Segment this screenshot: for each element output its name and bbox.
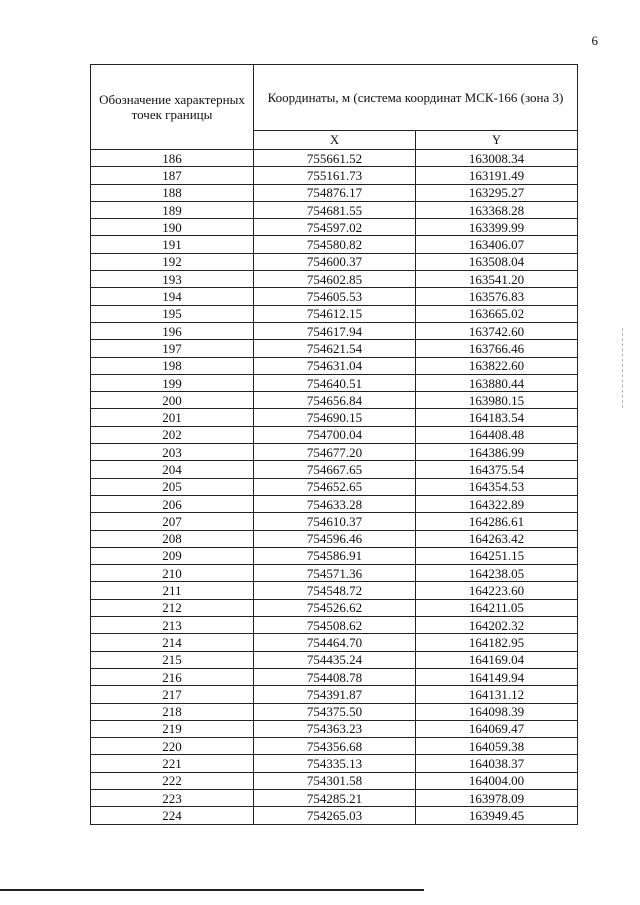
table-row	[91, 478, 578, 495]
x-coordinate-cell: 754667.65	[254, 461, 416, 478]
x-coordinate-cell: 754580.82	[254, 236, 416, 253]
point-number-cell: 195	[91, 305, 254, 322]
x-coordinate-cell: 754265.03	[254, 807, 416, 824]
point-number-cell: 219	[91, 720, 254, 737]
header-point-designation: Обозначение характерных точек границы	[91, 65, 254, 150]
point-number-cell: 224	[91, 807, 254, 824]
y-coordinate-cell: 164386.99	[416, 444, 578, 461]
table-row	[91, 236, 578, 253]
point-number-cell: 223	[91, 789, 254, 806]
x-coordinate-cell: 754600.37	[254, 253, 416, 270]
y-coordinate-cell: 164251.15	[416, 547, 578, 564]
x-coordinate-cell: 754301.58	[254, 772, 416, 789]
point-number-cell: 194	[91, 288, 254, 305]
table-row	[91, 253, 578, 270]
x-coordinate-cell: 754363.23	[254, 720, 416, 737]
y-coordinate-cell: 164322.89	[416, 495, 578, 512]
x-coordinate-cell: 754656.84	[254, 392, 416, 409]
y-coordinate-cell: 163368.28	[416, 201, 578, 218]
x-coordinate-cell: 754596.46	[254, 530, 416, 547]
x-coordinate-cell: 754408.78	[254, 668, 416, 685]
table-row	[91, 789, 578, 806]
table-row	[91, 530, 578, 547]
point-number-cell: 221	[91, 755, 254, 772]
point-number-cell: 215	[91, 651, 254, 668]
point-number-cell: 216	[91, 668, 254, 685]
x-coordinate-cell: 754335.13	[254, 755, 416, 772]
table-row	[91, 184, 578, 201]
y-coordinate-cell: 163399.99	[416, 219, 578, 236]
point-number-cell: 202	[91, 426, 254, 443]
y-coordinate-cell: 164202.32	[416, 617, 578, 634]
table-row	[91, 322, 578, 339]
point-number-cell: 207	[91, 513, 254, 530]
point-number-cell: 201	[91, 409, 254, 426]
x-coordinate-cell: 754605.53	[254, 288, 416, 305]
header-coordinates: Координаты, м (система координат МСК-166 (зона 3)	[254, 65, 578, 131]
y-coordinate-cell: 164263.42	[416, 530, 578, 547]
y-coordinate-cell: 163508.04	[416, 253, 578, 270]
x-coordinate-cell: 754681.55	[254, 201, 416, 218]
point-number-cell: 197	[91, 340, 254, 357]
scan-margin-mark	[622, 328, 624, 408]
table-row	[91, 150, 578, 167]
point-number-cell: 187	[91, 167, 254, 184]
x-coordinate-cell: 755161.73	[254, 167, 416, 184]
y-coordinate-cell: 163980.15	[416, 392, 578, 409]
table-row	[91, 167, 578, 184]
table-row	[91, 271, 578, 288]
y-coordinate-cell: 164223.60	[416, 582, 578, 599]
x-coordinate-cell: 754526.62	[254, 599, 416, 616]
point-number-cell: 206	[91, 495, 254, 512]
point-number-cell: 220	[91, 738, 254, 755]
table-row	[91, 357, 578, 374]
x-coordinate-cell: 754690.15	[254, 409, 416, 426]
table-row	[91, 513, 578, 530]
point-number-cell: 188	[91, 184, 254, 201]
y-coordinate-cell: 163880.44	[416, 374, 578, 391]
x-coordinate-cell: 754464.70	[254, 634, 416, 651]
point-number-cell: 191	[91, 236, 254, 253]
x-coordinate-cell: 754435.24	[254, 651, 416, 668]
table-row	[91, 686, 578, 703]
x-coordinate-cell: 754633.28	[254, 495, 416, 512]
x-coordinate-cell: 754876.17	[254, 184, 416, 201]
x-coordinate-cell: 755661.52	[254, 150, 416, 167]
coordinates-table	[90, 64, 578, 825]
y-coordinate-cell: 163665.02	[416, 305, 578, 322]
table-row	[91, 634, 578, 651]
table-row	[91, 461, 578, 478]
y-coordinate-cell: 164183.54	[416, 409, 578, 426]
y-coordinate-cell: 164286.61	[416, 513, 578, 530]
point-number-cell: 192	[91, 253, 254, 270]
point-number-cell: 209	[91, 547, 254, 564]
y-coordinate-cell: 163295.27	[416, 184, 578, 201]
y-coordinate-cell: 163576.83	[416, 288, 578, 305]
point-number-cell: 218	[91, 703, 254, 720]
x-coordinate-cell: 754356.68	[254, 738, 416, 755]
table-row	[91, 444, 578, 461]
table-row	[91, 582, 578, 599]
y-coordinate-cell: 163406.07	[416, 236, 578, 253]
x-coordinate-cell: 754700.04	[254, 426, 416, 443]
x-coordinate-cell: 754640.51	[254, 374, 416, 391]
point-number-cell: 213	[91, 617, 254, 634]
point-number-cell: 212	[91, 599, 254, 616]
point-number-cell: 193	[91, 271, 254, 288]
x-coordinate-cell: 754677.20	[254, 444, 416, 461]
y-coordinate-cell: 164182.95	[416, 634, 578, 651]
table-row	[91, 547, 578, 564]
point-number-cell: 222	[91, 772, 254, 789]
table-row	[91, 392, 578, 409]
x-coordinate-cell: 754597.02	[254, 219, 416, 236]
y-coordinate-cell: 163008.34	[416, 150, 578, 167]
point-number-cell: 203	[91, 444, 254, 461]
y-coordinate-cell: 164038.37	[416, 755, 578, 772]
y-coordinate-cell: 163949.45	[416, 807, 578, 824]
y-coordinate-cell: 164149.94	[416, 668, 578, 685]
point-number-cell: 190	[91, 219, 254, 236]
x-coordinate-cell: 754621.54	[254, 340, 416, 357]
table-row	[91, 288, 578, 305]
point-number-cell: 208	[91, 530, 254, 547]
point-number-cell: 199	[91, 374, 254, 391]
point-number-cell: 205	[91, 478, 254, 495]
y-coordinate-cell: 164375.54	[416, 461, 578, 478]
table-row	[91, 374, 578, 391]
table-row	[91, 807, 578, 824]
y-coordinate-cell: 164098.39	[416, 703, 578, 720]
y-coordinate-cell: 164069.47	[416, 720, 578, 737]
y-coordinate-cell: 164059.38	[416, 738, 578, 755]
table-row	[91, 668, 578, 685]
header-y: Y	[416, 131, 578, 150]
table-row	[91, 651, 578, 668]
table-row	[91, 720, 578, 737]
table-body	[91, 150, 578, 825]
point-number-cell: 186	[91, 150, 254, 167]
point-number-cell: 189	[91, 201, 254, 218]
point-number-cell: 217	[91, 686, 254, 703]
x-coordinate-cell: 754617.94	[254, 322, 416, 339]
y-coordinate-cell: 163742.60	[416, 322, 578, 339]
x-coordinate-cell: 754375.50	[254, 703, 416, 720]
point-number-cell: 214	[91, 634, 254, 651]
point-number-cell: 211	[91, 582, 254, 599]
header-x: X	[254, 131, 416, 150]
table-row	[91, 738, 578, 755]
table-row	[91, 772, 578, 789]
table-row	[91, 305, 578, 322]
y-coordinate-cell: 164408.48	[416, 426, 578, 443]
y-coordinate-cell: 163191.49	[416, 167, 578, 184]
x-coordinate-cell: 754391.87	[254, 686, 416, 703]
y-coordinate-cell: 163541.20	[416, 271, 578, 288]
table-row	[91, 409, 578, 426]
page-number: 6	[591, 33, 598, 48]
table-row	[91, 201, 578, 218]
x-coordinate-cell: 754612.15	[254, 305, 416, 322]
point-number-cell: 196	[91, 322, 254, 339]
y-coordinate-cell: 163766.46	[416, 340, 578, 357]
x-coordinate-cell: 754652.65	[254, 478, 416, 495]
table-row	[91, 340, 578, 357]
table-row	[91, 495, 578, 512]
table-row	[91, 426, 578, 443]
y-coordinate-cell: 164004.00	[416, 772, 578, 789]
table-row	[91, 703, 578, 720]
y-coordinate-cell: 164211.05	[416, 599, 578, 616]
x-coordinate-cell: 754571.36	[254, 565, 416, 582]
point-number-cell: 200	[91, 392, 254, 409]
y-coordinate-cell: 164354.53	[416, 478, 578, 495]
y-coordinate-cell: 163822.60	[416, 357, 578, 374]
y-coordinate-cell: 164238.05	[416, 565, 578, 582]
x-coordinate-cell: 754285.21	[254, 789, 416, 806]
table-row	[91, 599, 578, 616]
x-coordinate-cell: 754602.85	[254, 271, 416, 288]
x-coordinate-cell: 754548.72	[254, 582, 416, 599]
table-row	[91, 755, 578, 772]
x-coordinate-cell: 754508.62	[254, 617, 416, 634]
x-coordinate-cell: 754631.04	[254, 357, 416, 374]
y-coordinate-cell: 164131.12	[416, 686, 578, 703]
point-number-cell: 198	[91, 357, 254, 374]
table-row	[91, 565, 578, 582]
x-coordinate-cell: 754586.91	[254, 547, 416, 564]
table-row	[91, 617, 578, 634]
y-coordinate-cell: 164169.04	[416, 651, 578, 668]
point-number-cell: 204	[91, 461, 254, 478]
x-coordinate-cell: 754610.37	[254, 513, 416, 530]
point-number-cell: 210	[91, 565, 254, 582]
bottom-rule	[0, 889, 424, 891]
y-coordinate-cell: 163978.09	[416, 789, 578, 806]
table-row	[91, 219, 578, 236]
